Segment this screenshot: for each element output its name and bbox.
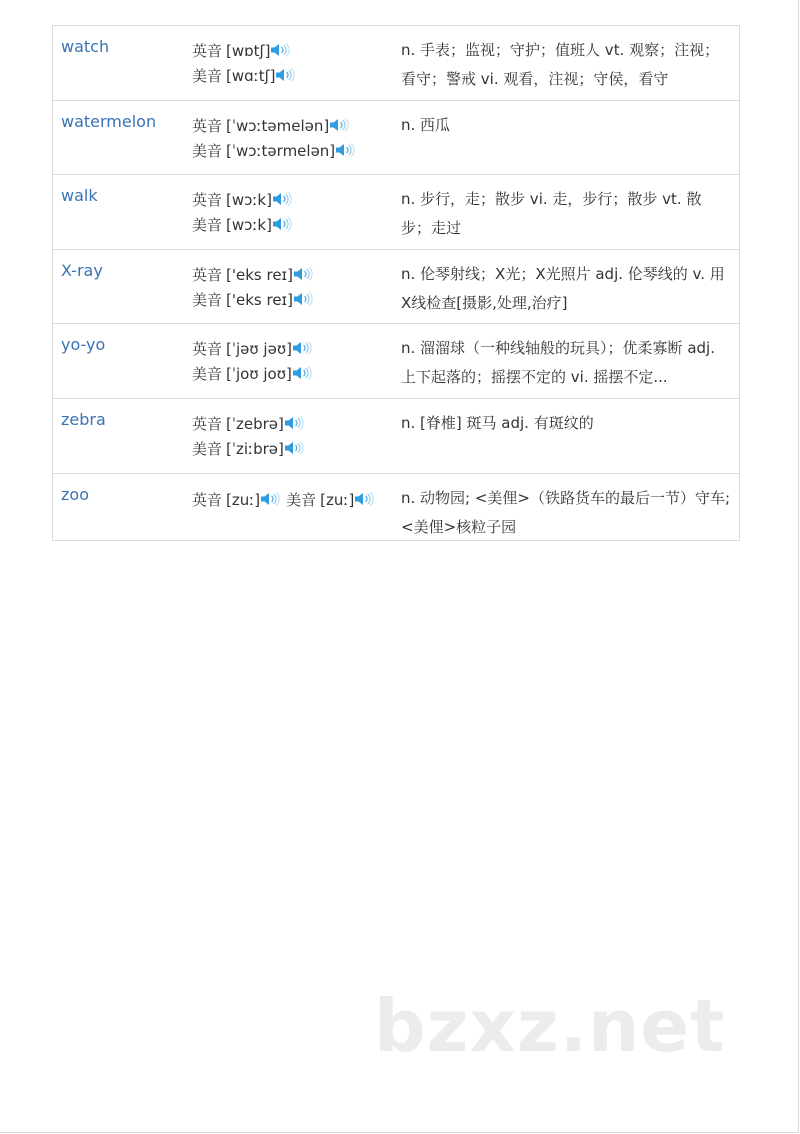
pronunciation-cell [192,261,392,316]
us-ipa: ['eks reɪ] [226,290,293,309]
pronunciation-cell [192,186,392,241]
speaker-icon[interactable] [293,263,313,279]
speaker-icon[interactable] [292,337,312,353]
table-row [53,175,739,250]
speaker-icon[interactable] [335,138,355,154]
speaker-icon[interactable] [284,436,304,452]
definition-text: n. 西瓜 [401,115,451,134]
table-row [53,399,739,474]
table-row [53,474,739,541]
speaker-icon[interactable] [260,488,280,504]
definition-text: n. 手表；监视；守护；值班人 vt. 观察；注视；看守；警戒 vi. 观看，注视；守侯，看守 [401,41,720,88]
uk-ipa: [zuː] [226,490,261,509]
us-label: 美音 [192,439,223,458]
speaker-icon[interactable] [329,114,349,130]
vocabulary-table [52,25,740,541]
us-ipa: [wɔːk] [226,216,272,235]
word-link[interactable]: yo-yo [61,335,106,355]
uk-label: 英音 [192,414,223,433]
definition-text: n. 动物园; <美俚>（铁路货车的最后一节）守车; <美俚>核粒子园 [401,488,731,536]
speaker-icon[interactable] [275,63,295,79]
table-row [53,250,739,325]
word-link[interactable]: zoo [61,484,89,504]
uk-label: 英音 [192,42,223,60]
us-ipa: [wɑːtʃ] [226,67,276,85]
speaker-icon[interactable] [292,361,312,377]
uk-ipa: [ˈwɔːtəmelən] [226,116,330,135]
uk-ipa: [wɔːk] [226,191,272,210]
us-ipa: [ˈziːbrə] [226,439,284,458]
us-label: 美音 [192,67,223,85]
pronunciation-cell [192,112,392,167]
uk-ipa: [ˈjəʊ jəʊ] [226,340,292,359]
speaker-icon[interactable] [272,188,292,204]
uk-ipa: [ˈzebrə] [226,414,284,433]
definition-text: n. 步行，走；散步 vi. 走，步行；散步 vt. 散步；走过 [401,190,702,238]
speaker-icon[interactable] [272,212,292,228]
table-row [53,324,739,399]
uk-ipa: ['eks reɪ] [226,265,293,284]
us-ipa: [ˈjoʊ joʊ] [226,365,292,384]
us-ipa: [ˈwɔːtərmelən] [226,141,336,160]
us-label: 美音 [286,490,317,509]
uk-label: 英音 [192,116,223,135]
speaker-icon[interactable] [284,412,304,428]
pronunciation-cell [192,410,392,465]
word-link[interactable]: walk [61,186,98,206]
uk-label: 英音 [192,265,223,284]
us-ipa: [zuː] [320,490,355,509]
us-label: 美音 [192,365,223,384]
uk-ipa: [wɒtʃ] [226,42,271,60]
speaker-icon[interactable] [354,488,374,504]
speaker-icon[interactable] [293,287,313,303]
us-label: 美音 [192,216,223,235]
definition-text: n. 溜溜球（一种线轴般的玩具）；优柔寡断 adj. 上下起落的；摇摆不定的 vi. 摇摆不定... [401,339,715,387]
table-row [53,101,739,176]
pronunciation-cell [192,335,392,390]
word-link[interactable]: zebra [61,409,106,429]
uk-label: 英音 [192,490,223,509]
word-link[interactable]: X-ray [61,260,103,280]
site-watermark: bzxz.net [374,984,726,1068]
us-label: 美音 [192,290,223,309]
word-link[interactable]: watermelon [61,111,157,131]
us-label: 美音 [192,141,223,160]
uk-label: 英音 [192,191,223,210]
uk-label: 英音 [192,340,223,359]
definition-text: n. [脊椎] 斑马 adj. 有斑纹的 [401,413,594,432]
table-row [53,26,739,101]
pronunciation-cell [192,485,392,516]
speaker-icon[interactable] [270,39,290,55]
pronunciation-cell [192,37,392,92]
word-link[interactable]: watch [61,37,110,56]
definition-text: n. 伦琴射线；X光；X光照片 adj. 伦琴线的 v. 用X线检查[摄影,处理,治疗] [401,264,725,312]
